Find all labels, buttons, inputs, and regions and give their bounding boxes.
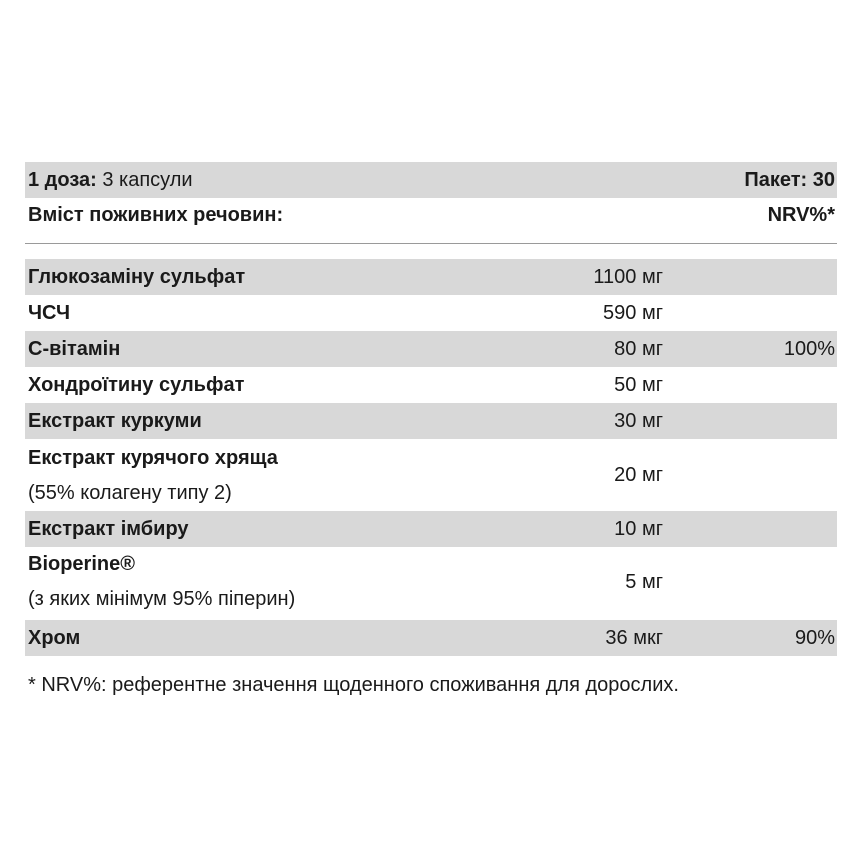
table-row xyxy=(25,259,837,295)
header-divider xyxy=(25,234,837,252)
table-row xyxy=(25,403,837,439)
ingredient-amount: 1100 мг xyxy=(593,266,663,288)
nrv-column-label: NRV%* xyxy=(767,204,835,226)
ingredient-name: Глюкозаміну сульфат xyxy=(28,266,246,288)
table-row xyxy=(25,295,837,331)
ingredient-name: ЧСЧ xyxy=(28,302,71,324)
table-row xyxy=(25,511,837,547)
ingredient-name: Екстракт імбиру xyxy=(28,518,189,540)
dose-value: 3 капсули xyxy=(102,169,193,191)
ingredient-name: Bioperine® xyxy=(28,553,135,575)
ingredient-amount: 590 мг xyxy=(603,302,663,324)
ingredient-nrv: 100% xyxy=(783,338,835,360)
ingredient-name: Хром xyxy=(28,627,81,649)
ingredient-amount: 5 мг xyxy=(625,571,663,593)
ingredient-amount: 20 мг xyxy=(614,464,663,486)
header-dose-row xyxy=(25,162,837,198)
table-row xyxy=(25,439,837,511)
table-row xyxy=(25,367,837,403)
divider-line xyxy=(25,243,837,244)
table-row xyxy=(25,547,837,620)
ingredient-name: Екстракт куркуми xyxy=(28,410,202,432)
ingredient-name: С-вітамін xyxy=(28,338,121,360)
ingredient-amount: 10 мг xyxy=(614,518,663,540)
package-count: Пакет: 30 xyxy=(744,169,835,191)
dose-info xyxy=(28,168,193,192)
dose-label: 1 доза: xyxy=(28,169,97,191)
content-label: Вміст поживних речовин: xyxy=(28,204,284,226)
ingredient-nrv: 90% xyxy=(794,627,835,649)
ingredient-name: Хондроїтину сульфат xyxy=(28,374,245,396)
ingredient-amount: 50 мг xyxy=(614,374,663,396)
ingredient-note: (з яких мінімум 95% піперин) xyxy=(28,588,296,610)
ingredient-note: (55% колагену типу 2) xyxy=(28,482,232,504)
ingredient-name: Екстракт курячого хряща xyxy=(28,447,278,469)
nrv-footnote: * NRV%: референтне значення щоденного споживання для дорослих. xyxy=(28,674,679,696)
ingredient-amount: 30 мг xyxy=(614,410,663,432)
header-content-row xyxy=(25,198,837,234)
ingredient-amount: 80 мг xyxy=(614,338,663,360)
table-row xyxy=(25,620,837,656)
ingredient-amount: 36 мкг xyxy=(605,627,663,649)
table-row xyxy=(25,331,837,367)
nutrition-table xyxy=(25,162,837,696)
